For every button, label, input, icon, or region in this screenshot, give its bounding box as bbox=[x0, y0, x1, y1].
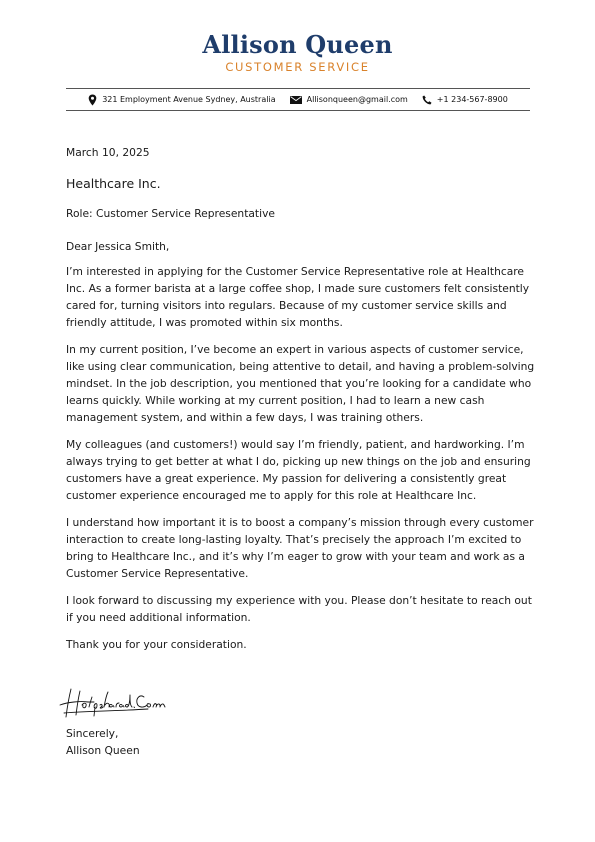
role-line: Role: Customer Service Representative bbox=[66, 207, 275, 220]
paragraph: I’m interested in applying for the Customer Service Representative role at Healthcare Inc. As a former barista at a large coffee shop, I made sure customers felt consistently cared for, turning visitors into regulars. Because of my customer service skills and friendly attitude, I was promoted within six months. bbox=[66, 265, 530, 329]
signoff: Sincerely, bbox=[66, 727, 119, 740]
letter-body bbox=[66, 144, 536, 663]
paragraph: My colleagues (and customers!) would say I’m friendly, patient, and hardworking. I’m always trying to get better at what I do, picking up new things on the job and ensuring customers have a great experience. My passion for delivering a consistently great customer experience encouraged me to apply for this role at Healthcare Inc. bbox=[66, 438, 531, 502]
phone-text[interactable]: +1 234-567-8900 bbox=[436, 95, 508, 104]
handwritten-signature bbox=[58, 683, 168, 721]
contact-phone[interactable] bbox=[422, 95, 508, 105]
paragraph: In my current position, I’ve become an expert in various aspects of customer service, like using clear communication, being attentive to detail, and having a problem-solving mindset. In the job description, you mentioned that you’re looking for a candidate who learns quickly. While working at my current position, I had to learn a new cash management system, and within a few days, I was training others. bbox=[66, 343, 535, 424]
closing-block bbox=[66, 725, 140, 759]
applicant-title: CUSTOMER SERVICE bbox=[225, 60, 370, 74]
greeting: Dear Jessica Smith, bbox=[66, 240, 170, 253]
letter-header bbox=[0, 30, 595, 74]
phone-icon bbox=[422, 95, 432, 105]
signer-name: Allison Queen bbox=[66, 744, 140, 757]
paragraph: I look forward to discussing my experience with you. Please don’t hesitate to reach out if you need additional information. bbox=[66, 594, 532, 624]
letter-date: March 10, 2025 bbox=[66, 146, 150, 159]
company-name: Healthcare Inc. bbox=[66, 176, 161, 191]
contact-address bbox=[88, 94, 275, 106]
email-text[interactable]: Allisonqueen@gmail.com bbox=[306, 95, 408, 104]
address-text: 321 Employment Avenue Sydney, Australia bbox=[102, 95, 276, 104]
envelope-icon bbox=[290, 96, 302, 104]
thanks-line: Thank you for your consideration. bbox=[66, 638, 247, 651]
contact-bar bbox=[66, 88, 530, 111]
applicant-name: Allison Queen bbox=[202, 30, 393, 59]
contact-email[interactable] bbox=[290, 95, 408, 104]
paragraph: I understand how important it is to boost a company’s mission through every customer interaction to create long-lasting loyalty. That’s precisely the approach I’m excited to bring to Healthcare Inc., and it’s why I’m eager to grow with your team and work as a Customer Service Representative. bbox=[66, 516, 534, 580]
location-pin-icon bbox=[88, 94, 97, 106]
